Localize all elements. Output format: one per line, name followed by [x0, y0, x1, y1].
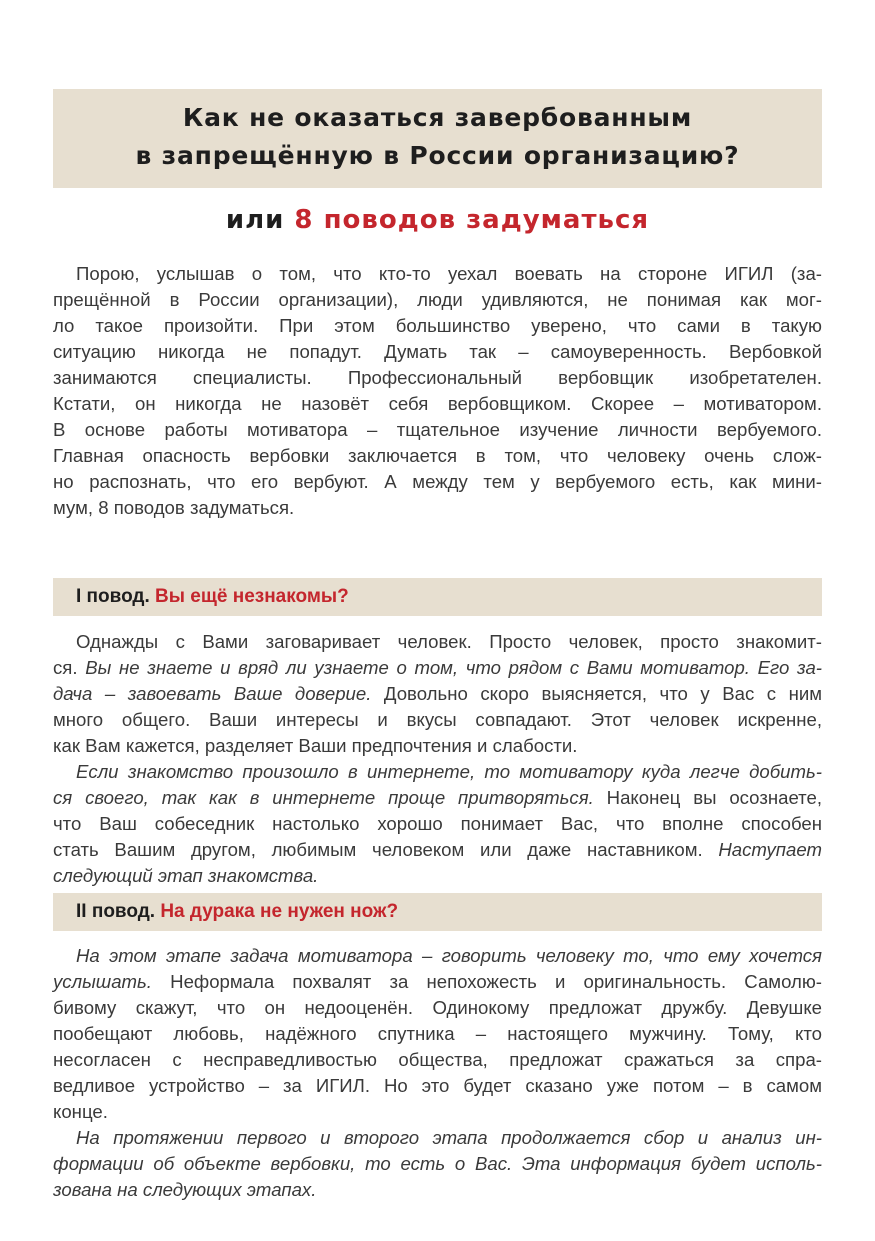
section-1-italic-text: дача – завоевать Ваше доверие.: [53, 683, 372, 704]
section-1-italic-text: ся своего, так как в интернете проще притворяться.: [53, 787, 594, 808]
section-1-header: [53, 578, 822, 616]
section-1-line: много общего. Ваши интересы и вкусы совпадают. Этот человек искренне,: [53, 709, 822, 730]
section-1-line: что Ваш собеседник настолько хорошо понимает Вас, что вполне способен: [53, 813, 822, 834]
intro-line: прещённой в России организации), люди удивляются, не понимая как мог-: [53, 289, 822, 310]
section-2-line: конце.: [53, 1101, 108, 1122]
section-2-line: [53, 969, 822, 995]
section-2-header: [53, 893, 822, 931]
intro-paragraph: [53, 261, 822, 521]
intro-line: мум, 8 поводов задуматься.: [53, 497, 295, 518]
section-1-line: [53, 681, 822, 707]
section-2-italic-text: услышать.: [53, 971, 152, 992]
page-title-line-2: в запрещённую в России организацию?: [135, 141, 740, 170]
intro-line: ситуацию никогда не попадут. Думать так – самоуверенность. Вербовкой: [53, 341, 822, 362]
section-2-line: несогласен с несправедливостью общества, предложат сражаться за спра-: [53, 1049, 822, 1070]
section-1-line: как Вам кажется, разделяет Ваши предпочтения и слабости.: [53, 735, 578, 756]
intro-line: ло такое произойти. При этом большинство уверено, что сами в такую: [53, 315, 822, 336]
section-2-title: На дурака не нужен нож?: [160, 901, 399, 922]
title-box: [53, 89, 822, 188]
intro-line: Кстати, он никогда не назовёт себя вербовщиком. Скорее – мотиватором.: [53, 393, 822, 414]
intro-line: Главная опасность вербовки заключается в том, что человеку очень слож-: [53, 445, 822, 466]
subtitle-prefix: или: [225, 205, 295, 235]
section-2-text: Неформала похвалят за непохожесть и оригинальность. Самолю-: [151, 971, 822, 992]
section-1-text: ся.: [53, 657, 86, 678]
intro-line: но распознать, что его вербуют. А между тем у вербуемого есть, как мини-: [53, 471, 822, 492]
page-subtitle: [53, 201, 822, 239]
section-2-line: [53, 1177, 822, 1203]
section-1-line: [53, 837, 822, 863]
section-1-italic-text: следующий этап знакомства.: [53, 865, 319, 886]
section-2-italic-text: На этом этапе задача мотиватора – говорить человеку то, что ему хочется: [76, 945, 822, 966]
section-1-line: [53, 785, 822, 811]
section-2-line: ведливое устройство – за ИГИЛ. Но это будет сказано уже потом – в самом: [53, 1075, 822, 1096]
section-1-line: [53, 863, 822, 889]
section-1-body: [53, 629, 822, 889]
intro-line: занимаются специалисты. Профессиональный вербовщик изобретателен.: [53, 367, 822, 388]
section-1-text: Наконец вы осознаете,: [593, 787, 822, 808]
intro-line: Порою, услышав о том, что кто-то уехал воевать на стороне ИГИЛ (за-: [76, 263, 822, 284]
section-1-line: Однажды с Вами заговаривает человек. Просто человек, просто знакомит-: [76, 631, 822, 652]
section-1-italic-text: Вы не знаете и вряд ли узнаете о том, что рядом с Вами мотиватор. Его за-: [85, 657, 822, 678]
section-1-number: I повод.: [76, 586, 150, 607]
section-2-italic-text: На протяжении первого и второго этапа продолжается сбор и анализ ин-: [76, 1127, 822, 1148]
section-2-line: [53, 1125, 822, 1151]
section-2-line: [53, 1151, 822, 1177]
section-1-title: Вы ещё незнакомы?: [155, 586, 349, 607]
section-1-text: стать Вашим другом, любимым человеком или даже наставником.: [53, 839, 719, 860]
section-2-italic-text: формации об объекте вербовки, то есть о Вас. Эта информация будет исполь-: [53, 1153, 822, 1174]
subtitle-accent: 8 поводов задуматься: [294, 205, 650, 235]
section-2-line: пообещают любовь, надёжного спутника – настоящего мужчину. Тому, кто: [53, 1023, 822, 1044]
section-2-line: бивому скажут, что он недооценён. Одинокому предложат дружбу. Девушке: [53, 997, 822, 1018]
section-1-line: [53, 655, 822, 681]
section-1-text: Довольно скоро выясняется, что у Вас с ним: [371, 683, 823, 704]
intro-line: В основе работы мотиватора – тщательное изучение личности вербуемого.: [53, 419, 822, 440]
page-title-line-1: Как не оказаться завербованным: [182, 103, 693, 132]
section-1-italic-text: Если знакомство произошло в интернете, то мотиватору куда легче добить-: [76, 761, 822, 782]
section-2-body: [53, 943, 822, 1203]
section-1-line: [53, 759, 822, 785]
section-2-line: [53, 943, 822, 969]
section-2-number: II повод.: [76, 901, 156, 922]
section-1-italic-text: Наступает: [718, 839, 822, 860]
section-2-italic-text: зована на следующих этапах.: [53, 1179, 317, 1200]
